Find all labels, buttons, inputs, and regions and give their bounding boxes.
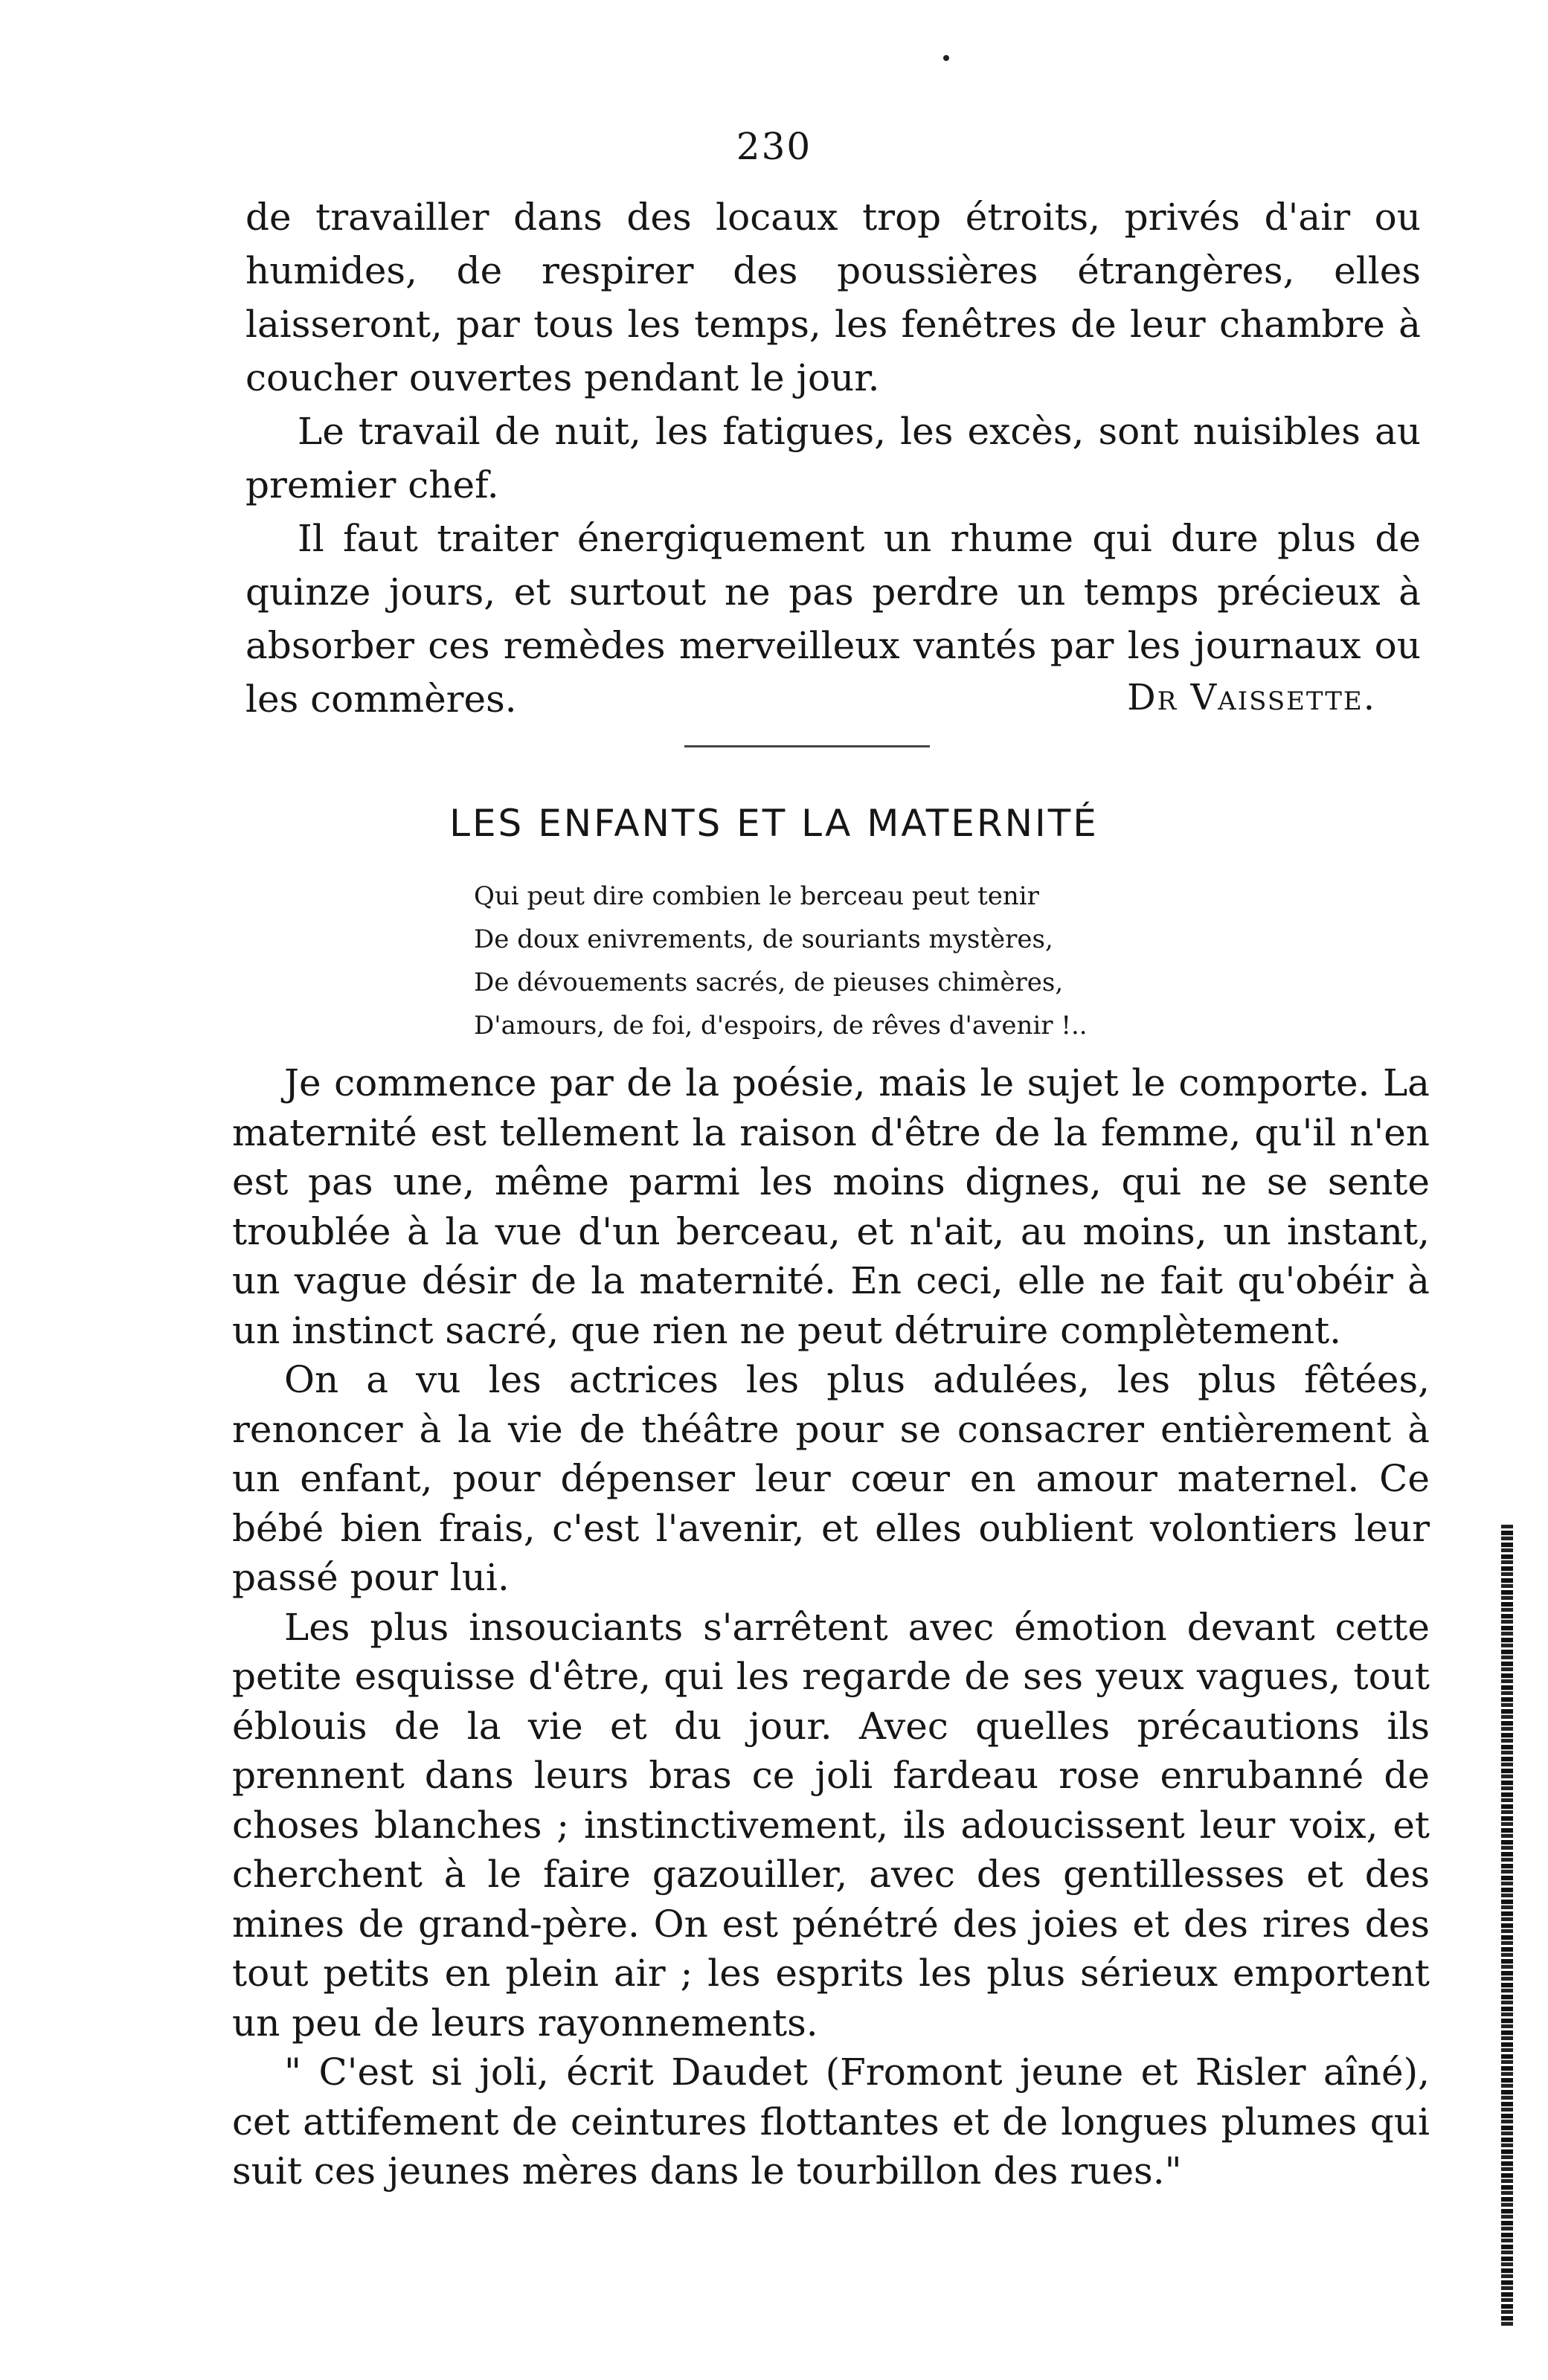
intro-text <box>245 190 1421 726</box>
paragraph: Les plus insouciants s'arrêtent avec émotion devant cette petite esquisse d'être, qui les regarde de ses yeux vagues, tout éblouis de la vie et du jour. Avec quelles précautions ils prennent dans leurs bras ce joli fardeau rose enrubanné de choses blanches ; instinctivement, ils adoucissent leur voix, et cherchent à le faire gazouiller, avec des gentillesses et des mines de grand-père. On est pénétré des joies et des rires des tout petits en plein air ; les esprits les plus sérieux emportent un peu de leurs rayonnements. <box>232 1605 1430 2045</box>
paragraph: Il faut traiter énergiquement un rhume qui dure plus de quinze jours, et surtout ne pas perdre un temps précieux à absorber ces remèdes merveilleux vantés par les journaux ou les commères. <box>245 517 1421 721</box>
paragraph: On a vu les actrices les plus adulées, les plus fêtées, renoncer à la vie de théâtre pour se consacrer entièrement à un enfant, pour dépenser leur cœur en amour maternel. Ce bébé bien frais, c'est l'avenir, et elles oublient volontiers leur passé pour lui. <box>232 1358 1430 1599</box>
author-signature: Dr Vaissette. <box>1127 677 1376 718</box>
poem-epigraph <box>474 875 1143 1047</box>
poem-line: De doux enivrements, de souriants mystères, <box>474 924 1053 954</box>
section-title: LES ENFANTS ET LA MATERNITÉ <box>449 802 1099 845</box>
page-number: 230 <box>736 125 812 168</box>
page-speck <box>943 55 949 61</box>
paragraph: " C'est si joli, écrit Daudet (Fromont jeune et Risler aîné), cet attifement de ceintures flottantes et de longues plumes qui suit ces jeunes mères dans le tourbillon des rues." <box>232 2051 1430 2193</box>
scan-edge-artifact <box>1501 1525 1513 2328</box>
poem-line: De dévouements sacrés, de pieuses chimères, <box>474 968 1064 997</box>
poem-line: Qui peut dire combien le berceau peut tenir <box>474 881 1039 911</box>
paragraph: de travailler dans des locaux trop étroits, privés d'air ou humides, de respirer des poussières étrangères, elles laisseront, par tous les temps, les fenêtres de leur chambre à coucher ouvertes pendant le jour. <box>245 196 1421 399</box>
section-divider <box>684 745 930 747</box>
paragraph: Je commence par de la poésie, mais le sujet le comporte. La maternité est tellement la raison d'être de la femme, qu'il n'en est pas une, même parmi les moins dignes, qui ne se sente troublée à la vue d'un berceau, et n'ait, au moins, un instant, un vague désir de la maternité. En ceci, elle ne fait qu'obéir à un instinct sacré, que rien ne peut détruire complètement. <box>232 1061 1430 1352</box>
poem-line: D'amours, de foi, d'espoirs, de rêves d'avenir !.. <box>474 1011 1088 1041</box>
paragraph: Le travail de nuit, les fatigues, les excès, sont nuisibles au premier chef. <box>245 410 1421 506</box>
body-text <box>232 1058 1430 2196</box>
